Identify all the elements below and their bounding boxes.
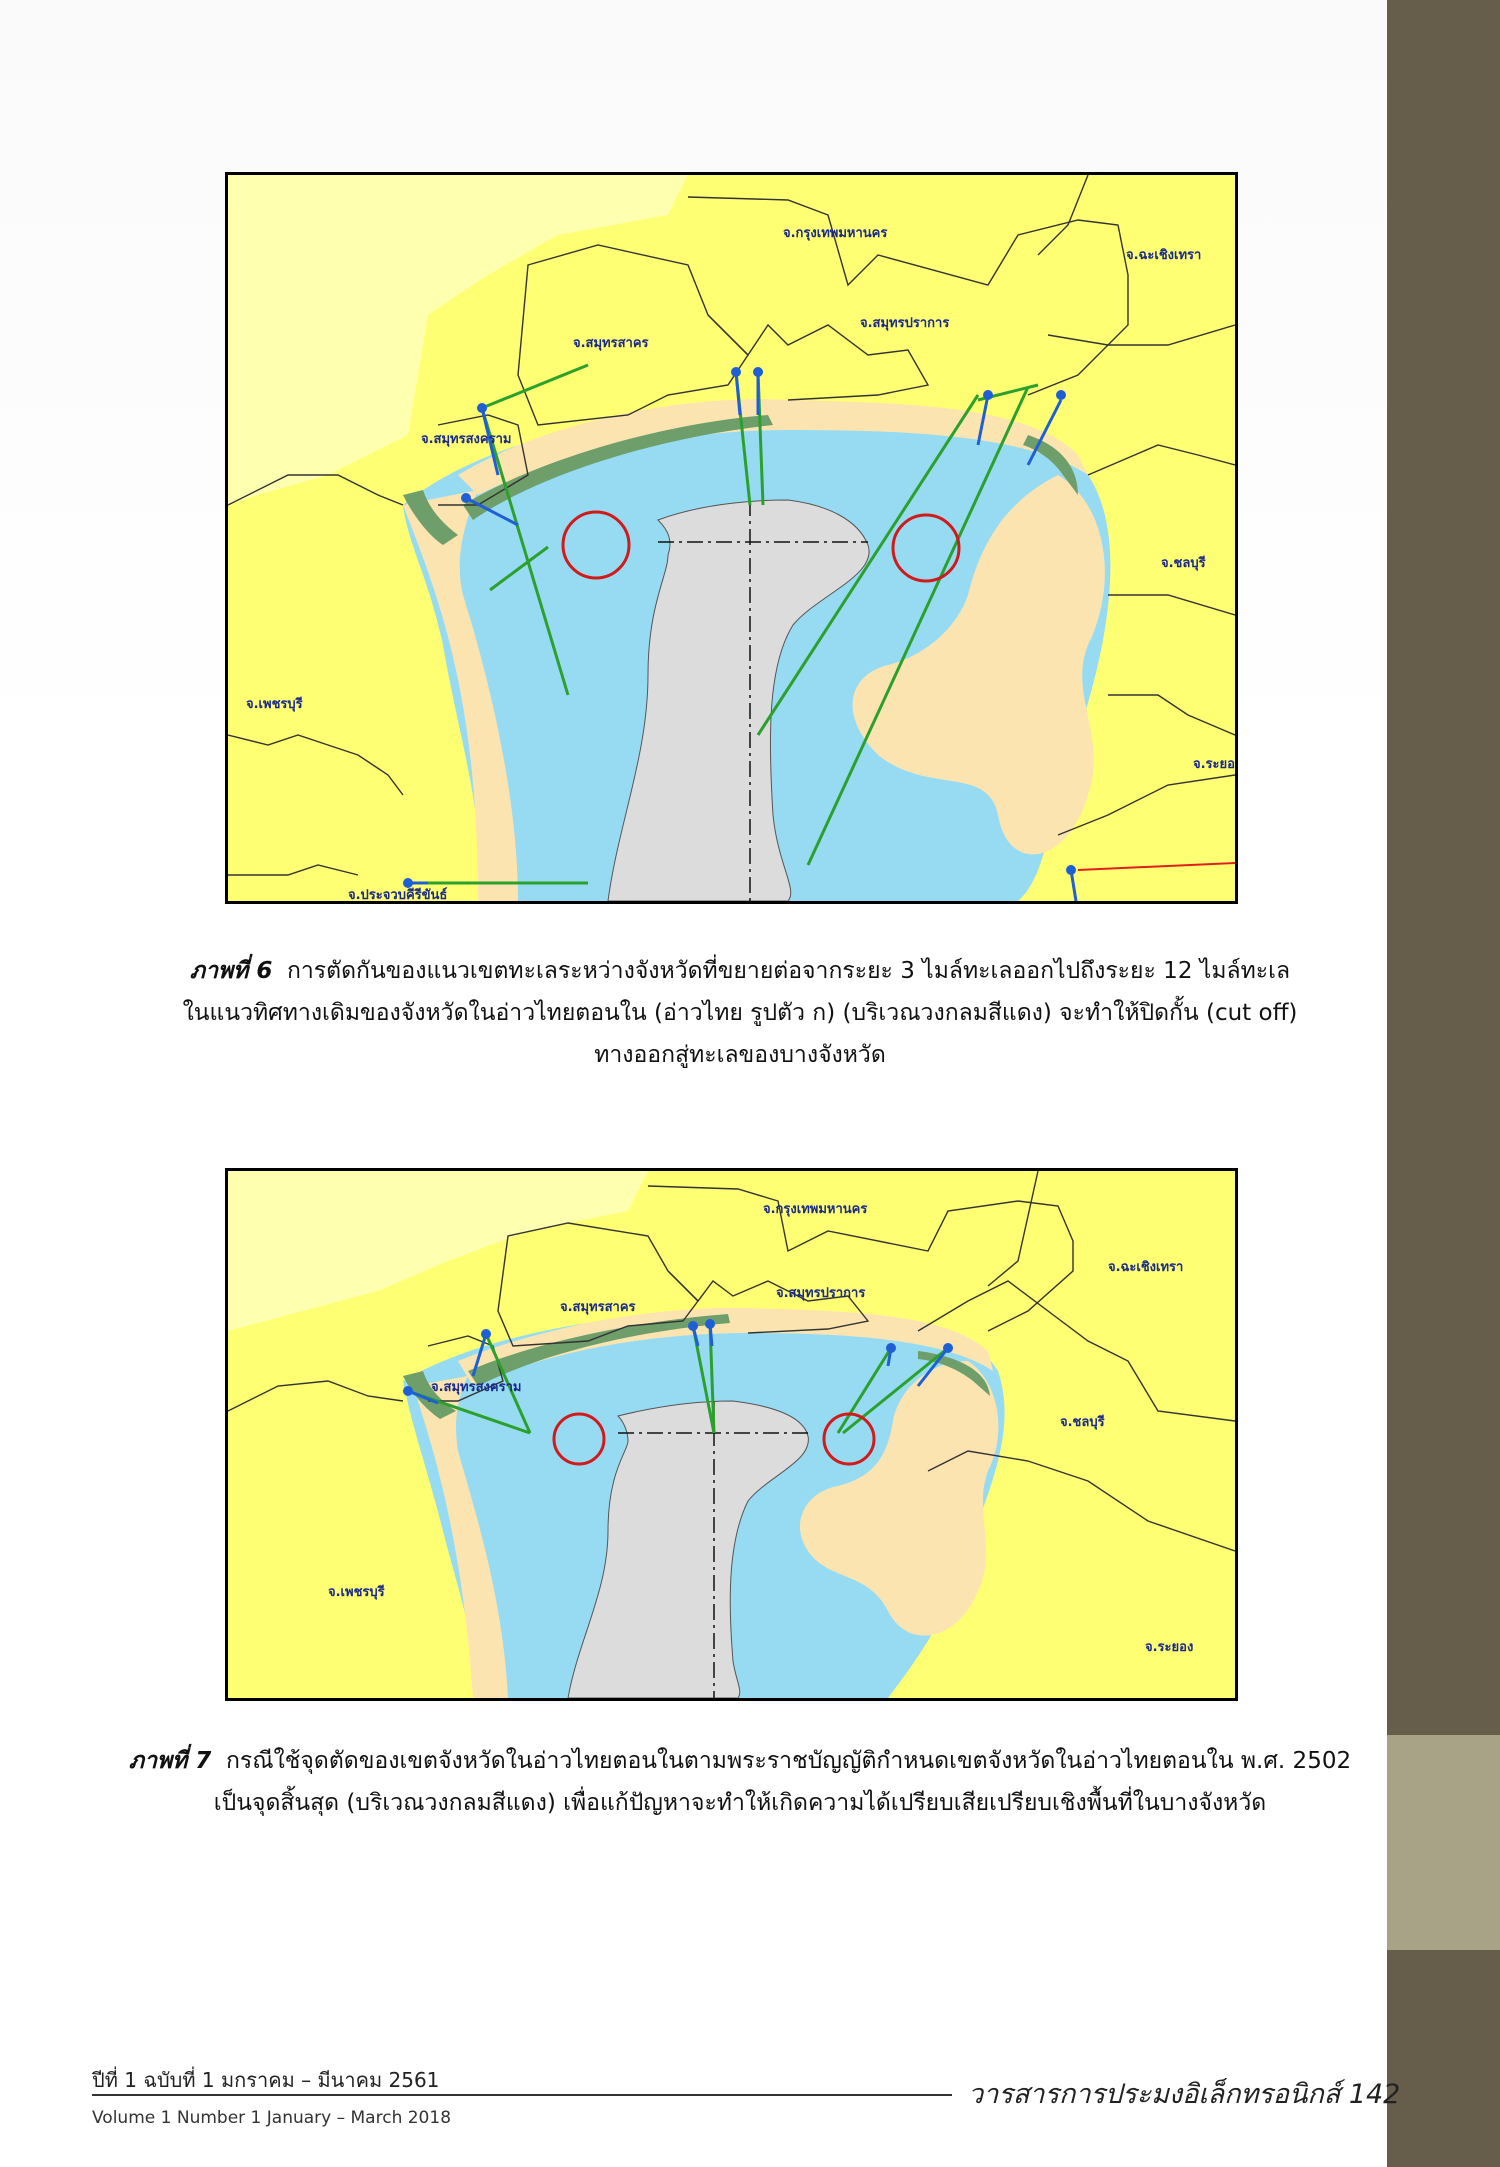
figure-6-caption-label: ภาพที่ 6 [189, 958, 273, 984]
label-chonburi: จ.ชลบุรี [1161, 556, 1206, 571]
footer-issue-thai: ปีที่ 1 ฉบับที่ 1 มกราคม – มีนาคม 2561 [92, 2068, 440, 2092]
label-chachoengsao: จ.ฉะเชิงเทรา [1108, 1260, 1184, 1275]
label-chonburi: จ.ชลบุรี [1060, 1415, 1105, 1430]
figure-7-caption-label: ภาพที่ 7 [128, 1748, 212, 1774]
figure-7-caption-line-1 [95, 1740, 1385, 1782]
figure-6-caption-text-1: การตัดกันของแนวเขตทะเลระหว่างจังหวัดที่ขยายต่อจากระยะ 3 ไมล์ทะเลออกไปถึงระยะ 12 ไมล์ทะเล [286, 958, 1291, 984]
label-bangkok: จ.กรุงเทพมหานคร [783, 226, 888, 241]
footer-journal-page: วารสารการประมงอิเล็กทรอนิกส์ 142 [968, 2079, 1401, 2110]
figure-6-caption-line-2: ในแนวทิศทางเดิมของจังหวัดในอ่าวไทยตอนใน (อ่าวไทย รูปตัว ก) (บริเวณวงกลมสีแดง) จะทำให้ปิดกั้น (cut off) [182, 1000, 1298, 1026]
label-samutprakan: จ.สมุทรปราการ [860, 316, 950, 331]
label-samutsongkhram: จ.สมุทรสงคราม [421, 432, 512, 447]
figure-6-caption-line-1 [95, 950, 1385, 992]
figure-7-svg [228, 1171, 1235, 1698]
label-rayong: จ.ระยอ [1193, 757, 1235, 772]
sidebar-dark-top [1387, 0, 1500, 1735]
sidebar-light-middle [1387, 1735, 1500, 1950]
figure-6-caption [95, 950, 1385, 1076]
label-bangkok: จ.กรุงเทพมหานคร [763, 1202, 868, 1217]
footer-issue-english: Volume 1 Number 1 January – March 2018 [92, 2108, 452, 2128]
label-samutprakan: จ.สมุทรปราการ [776, 1286, 866, 1301]
label-rayong: จ.ระยอง [1145, 1640, 1194, 1655]
sidebar-dark-bottom [1387, 1950, 1500, 2167]
figure-6-caption-line-3: ทางออกสู่ทะเลของบางจังหวัด [594, 1042, 886, 1068]
figure-7-caption-text-1: กรณีใช้จุดตัดของเขตจังหวัดในอ่าวไทยตอนในตามพระราชบัญญัติกำหนดเขตจังหวัดในอ่าวไทยตอนใน พ.ศ. 2502 [225, 1748, 1352, 1774]
label-samutsakhon: จ.สมุทรสาคร [560, 1300, 636, 1315]
label-chachoengsao: จ.ฉะเชิงเทรา [1126, 248, 1202, 263]
figure-7-caption [95, 1740, 1385, 1824]
label-samutsakhon: จ.สมุทรสาคร [573, 336, 649, 351]
label-samutsongkhram: จ.สมุทรสงคราม [431, 1380, 522, 1395]
label-prachuap: จ.ประจวบคีรีขันธ์ [348, 888, 448, 901]
figure-6-map [225, 172, 1238, 904]
figure-7-map [225, 1168, 1238, 1701]
footer-divider [92, 2094, 952, 2096]
label-phetchaburi: จ.เพชรบุรี [246, 697, 303, 712]
page-sidebar-band [1387, 0, 1500, 2167]
label-phetchaburi: จ.เพชรบุรี [328, 1585, 385, 1600]
figure-6-svg [228, 175, 1235, 901]
figure-7-caption-line-2: เป็นจุดสิ้นสุด (บริเวณวงกลมสีแดง) เพื่อแก้ปัญหาจะทำให้เกิดความได้เปรียบเสียเปรียบเชิงพื้นที่ในบางจังหวัด [213, 1790, 1267, 1816]
